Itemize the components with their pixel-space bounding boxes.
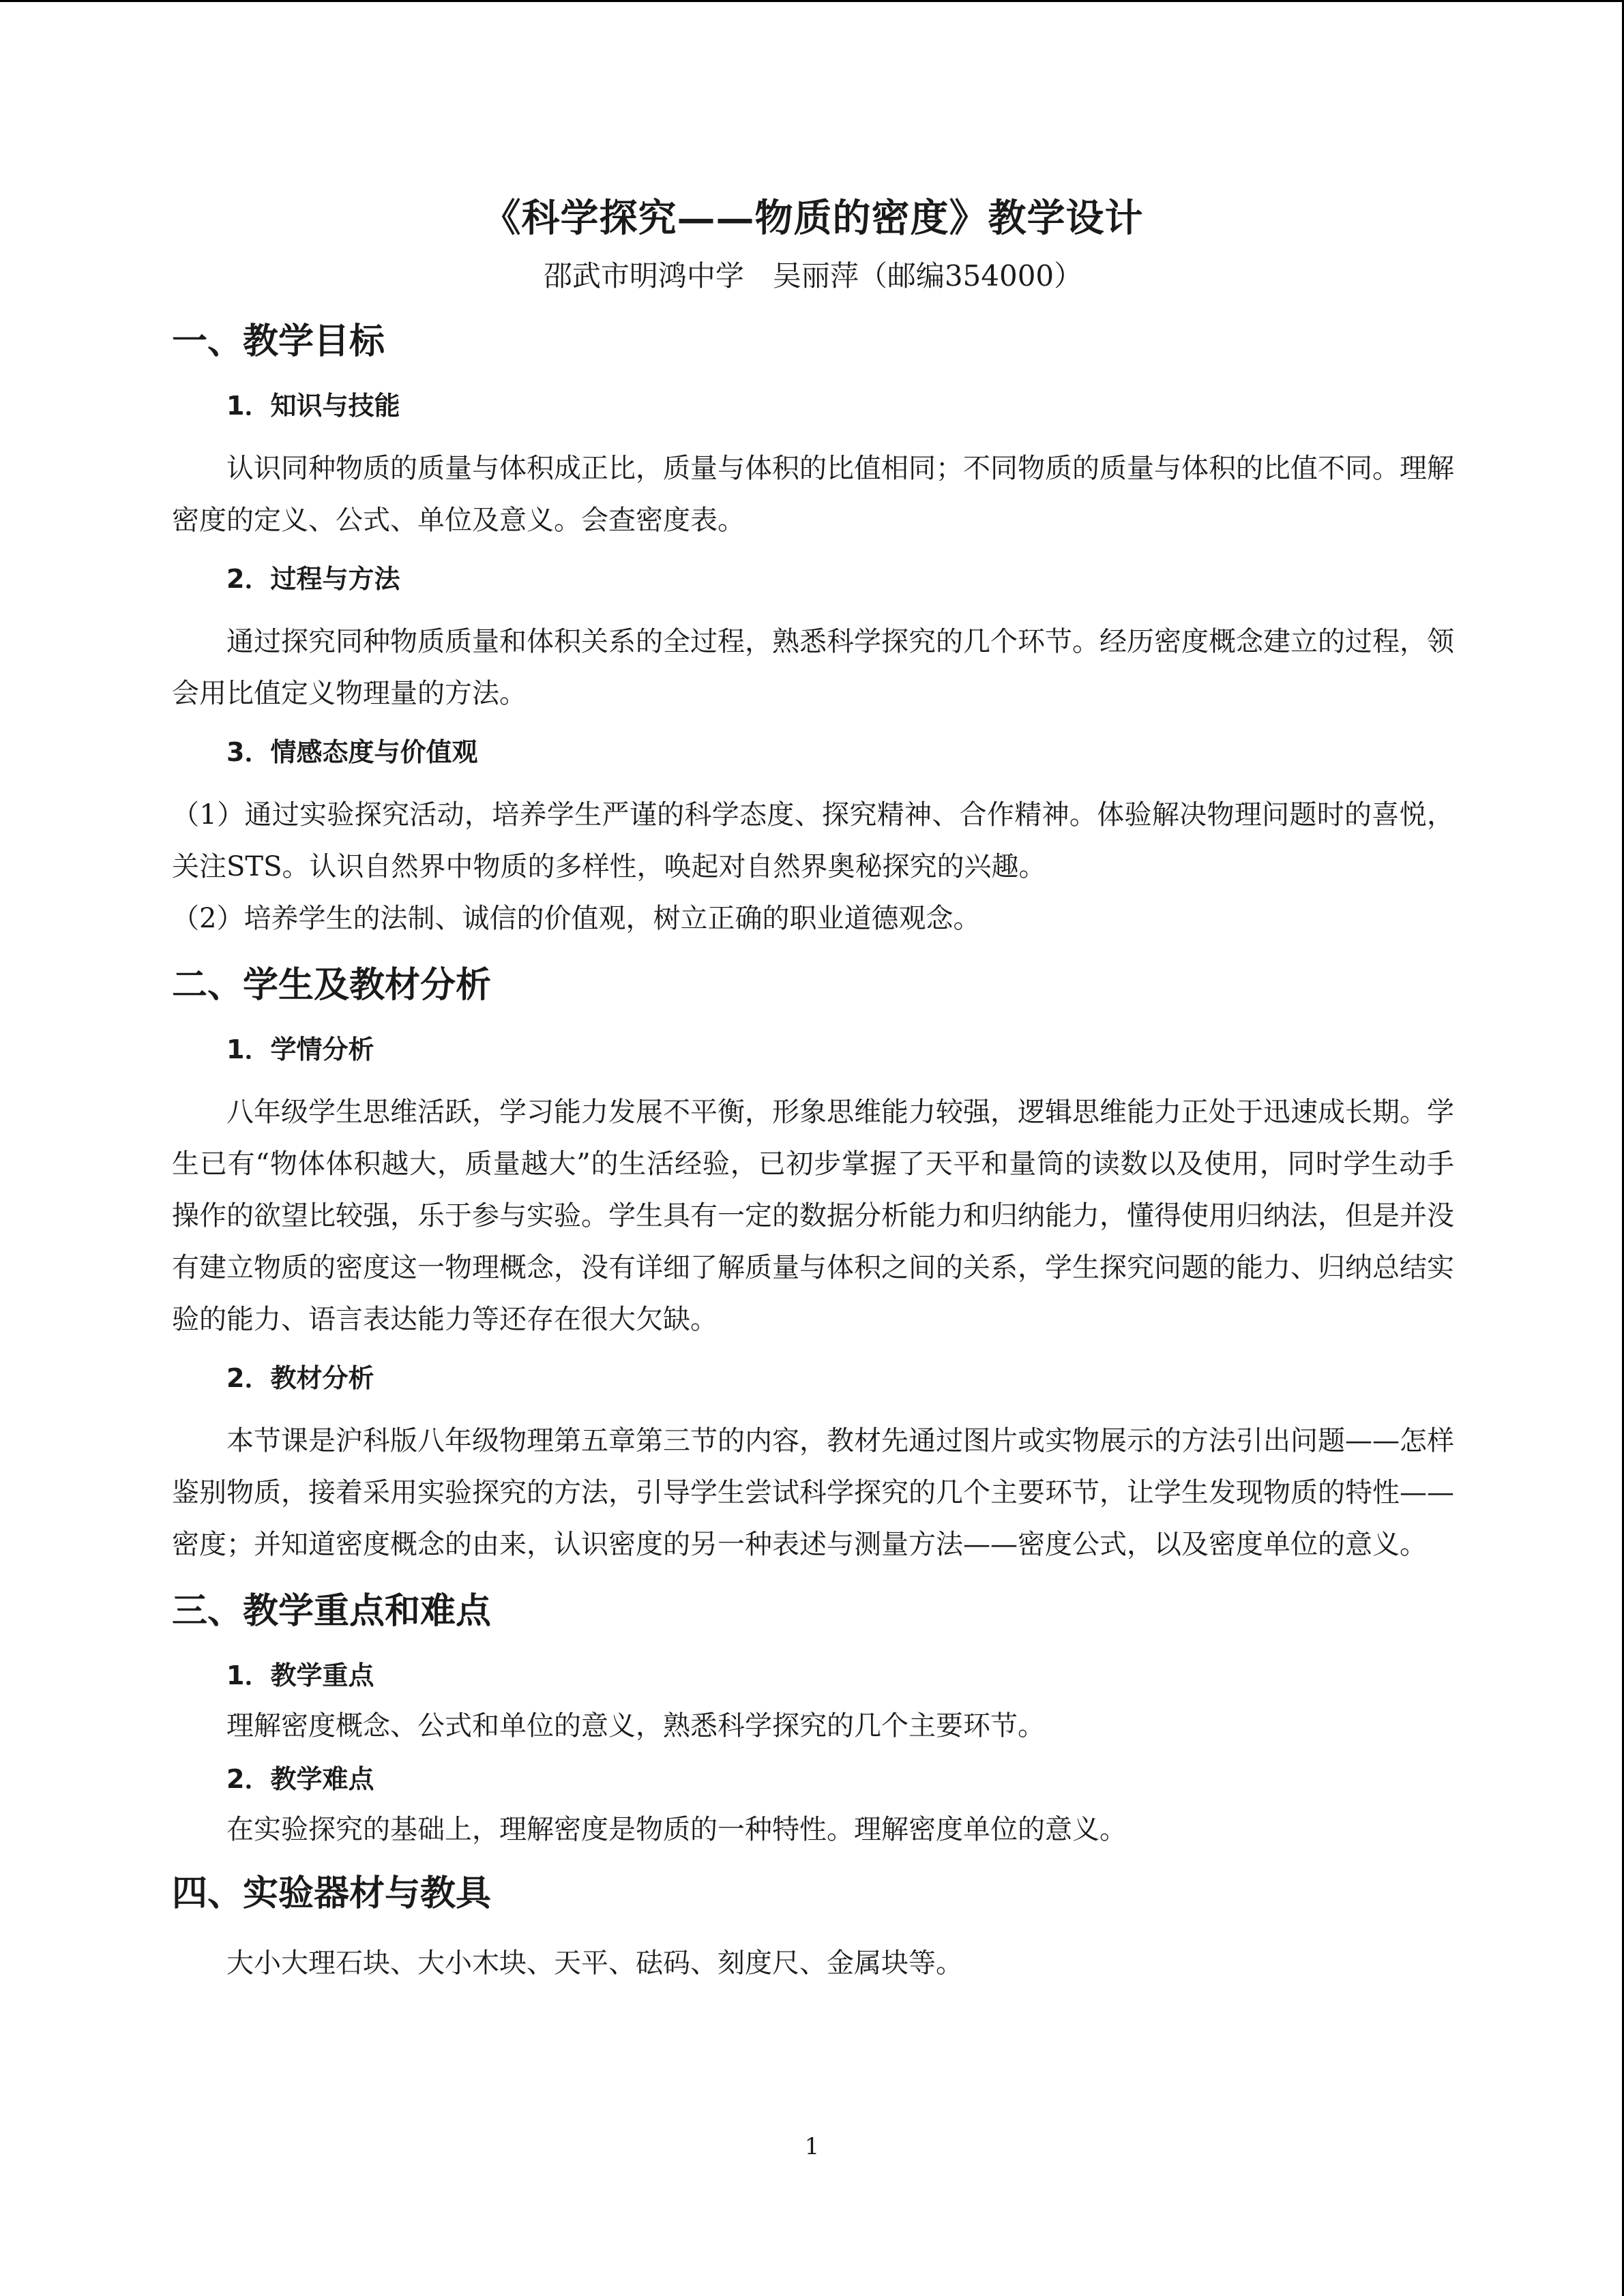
section-heading-equipment: 四、实验器材与教具 bbox=[172, 1873, 492, 1914]
sub-heading-difficult-point: 2．教学难点 bbox=[226, 1764, 374, 1794]
paragraph-student-analysis: 八年级学生思维活跃，学习能力发展不平衡，形象思维能力较强，逻辑思维能力正处于迅速成长期。学生已有“物体体积越大，质量越大”的生活经验，已初步掌握了天平和量筒的读数以及使用，同时学生动手操作的欲望比较强，乐于参与实验。学生具有一定的数据分析能力和归纳能力，懂得使用归纳法，但是并没有建立物质的密度这一物理概念，没有详细了解质量与体积之间的关系，学生探究问题的能力、归纳总结实验的能力、语言表达能力等还存在很大欠缺。 bbox=[172, 1097, 1454, 1335]
section-heading-key-points: 三、教学重点和难点 bbox=[172, 1591, 492, 1632]
paragraph-attitude-values-1: （1）通过实验探究活动，培养学生严谨的科学态度、探究精神、合作精神。体验解决物理问题时的喜悦，关注STS。认识自然界中物质的多样性，唤起对自然界奥秘探究的兴趣。 bbox=[172, 799, 1454, 882]
page-number: 1 bbox=[804, 2133, 820, 2160]
section-heading-objectives: 一、教学目标 bbox=[172, 321, 385, 362]
document-title: 《科学探究——物质的密度》教学设计 bbox=[482, 196, 1144, 241]
sub-heading-textbook-analysis: 2．教材分析 bbox=[226, 1363, 374, 1393]
paragraph-key-point: 理解密度概念、公式和单位的意义，熟悉科学探究的几个主要环节。 bbox=[226, 1710, 1045, 1742]
sub-heading-knowledge-skills: 1．知识与技能 bbox=[226, 391, 400, 421]
paragraph-attitude-values-2: （2）培养学生的法制、诚信的价值观，树立正确的职业道德观念。 bbox=[172, 903, 981, 934]
paragraph-difficult-point: 在实验探究的基础上，理解密度是物质的一种特性。理解密度单位的意义。 bbox=[226, 1814, 1127, 1845]
paragraph-textbook-analysis: 本节课是沪科版八年级物理第五章第三节的内容，教材先通过图片或实物展示的方法引出问题——怎样鉴别物质，接着采用实验探究的方法，引导学生尝试科学探究的几个主要环节，让学生发现物质的特性——密度；并知道密度概念的由来，认识密度的另一种表述与测量方法——密度公式，以及密度单位的意义。 bbox=[172, 1425, 1454, 1560]
paragraph-knowledge-skills: 认识同种物质的质量与体积成正比，质量与体积的比值相同；不同物质的质量与体积的比值不同。理解密度的定义、公式、单位及意义。会查密度表。 bbox=[172, 453, 1454, 536]
sub-heading-student-analysis: 1．学情分析 bbox=[226, 1034, 374, 1064]
paragraph-process-method: 通过探究同种物质质量和体积关系的全过程，熟悉科学探究的几个环节。经历密度概念建立的过程，领会用比值定义物理量的方法。 bbox=[172, 626, 1454, 709]
paragraph-equipment: 大小大理石块、大小木块、天平、砝码、刻度尺、金属块等。 bbox=[226, 1948, 963, 1979]
sub-heading-attitude-values: 3．情感态度与价值观 bbox=[226, 737, 478, 767]
sub-heading-key-point: 1．教学重点 bbox=[226, 1660, 374, 1690]
sub-heading-process-method: 2．过程与方法 bbox=[226, 564, 400, 594]
document-author: 邵武市明鸿中学 吴丽萍（邮编354000） bbox=[543, 259, 1083, 293]
document-body bbox=[172, 188, 1454, 2001]
section-heading-analysis: 二、学生及教材分析 bbox=[172, 965, 492, 1006]
